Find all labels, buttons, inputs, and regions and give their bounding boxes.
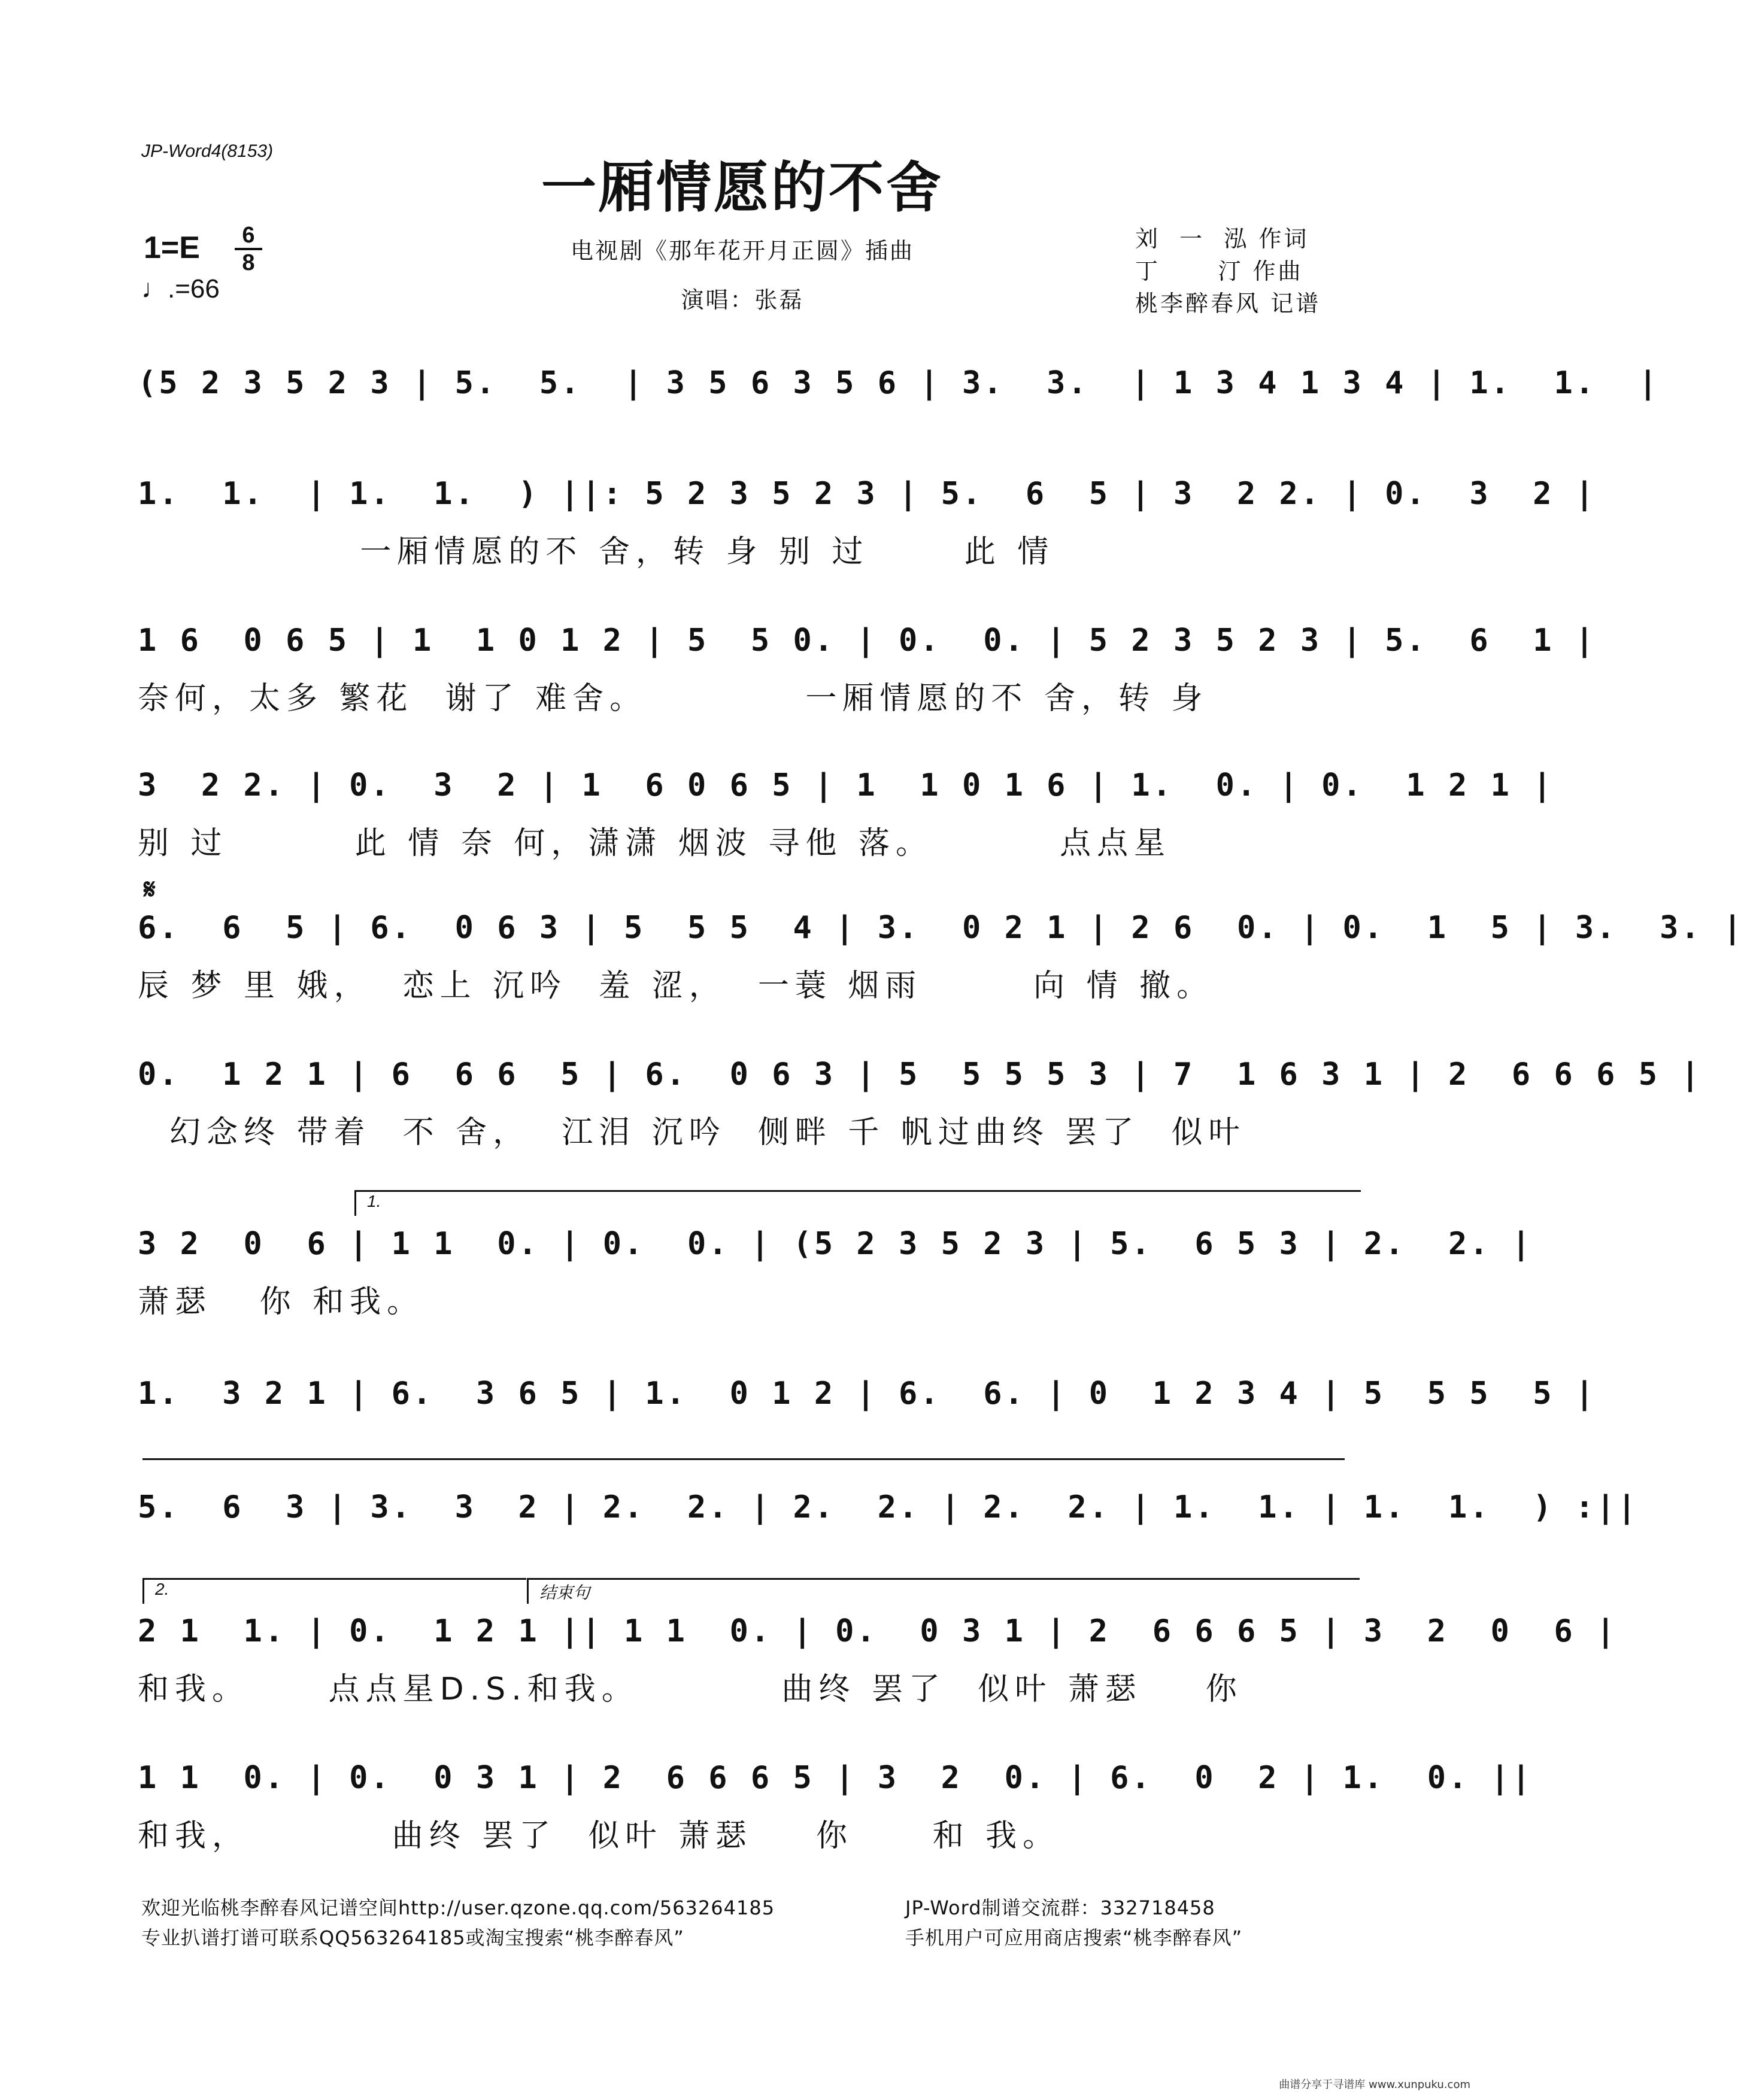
footer-line1-left: 欢迎光临桃李醉春风记谱空间http://user.qzone.qq.com/563264185 [141,1896,775,1919]
key-signature: 1=E [144,230,200,265]
time-signature-bottom: 8 [242,250,255,275]
lyrics: 和我， 曲终 罢了 似叶 萧瑟 你 和 我。 [138,1818,1060,1854]
time-signature [235,224,262,274]
notes: 0. 1 2 1 | 6 6 6 5 | 6. 0 6 3 | 5 5 5 5 3 | 7 1 6 3 1 | 2 6 6 6 5 | [138,1057,1702,1093]
notes: (5 2 3 5 2 3 | 5. 5. | 3 5 6 3 5 6 | 3. 3. | 1 3 4 1 3 4 | 1. 1. | [138,365,1660,401]
credits [1135,223,1321,320]
notes: 1. 3 2 1 | 6. 3 6 5 | 1. 0 1 2 | 6. 6. | 0 1 2 3 4 | 5 5 5 5 | [138,1376,1597,1412]
volta-1-continuation [142,1458,1345,1460]
ending-label: 结束句 [527,1578,1360,1604]
segno-sign: 𝄋 [144,873,156,905]
lyrics: 萧瑟 你 和我。 [138,1284,424,1320]
song-title: 一厢情愿的不舍 [541,155,944,220]
watermark: 曲谱分享于寻谱库 www.xunpuku.com [1279,2078,1470,2091]
app-id: JP-Word4(8153) [141,141,274,161]
time-signature-top: 6 [242,223,255,248]
footer-line2-left: 专业扒谱打谱可联系QQ563264185或淘宝搜索“桃李醉春风” [141,1926,684,1949]
tempo: ♩.=66 [141,274,220,304]
volta-1: 1. [354,1190,1361,1216]
notes: 1 1 0. | 0. 0 3 1 | 2 6 6 6 5 | 3 2 0. | 6. 0 2 | 1. 0. || [138,1760,1533,1796]
notes: 6. 6 5 | 6. 0 6 3 | 5 5 5 4 | 3. 0 2 1 | 2 6 0. | 0. 1 5 | 3. 3. | [138,910,1744,946]
notes: 3 2 0 6 | 1 1 0. | 0. 0. | (5 2 3 5 2 3 | 5. 6 5 3 | 2. 2. | [138,1226,1533,1262]
volta-2: 2. [142,1578,526,1604]
lyrics: 一厢情愿的不 舍，转 身 别 过 此 情 [138,534,1055,570]
notes: 1. 1. | 1. 1. ) ||: 5 2 3 5 2 3 | 5. 6 5 | 3 2 2. | 0. 3 2 | [138,476,1597,512]
notes: 3 2 2. | 0. 3 2 | 1 6 0 6 5 | 1 1 0 1 6 | 1. 0. | 0. 1 2 1 | [138,767,1554,803]
subtitle: 电视剧《那年花开月正圆》插曲 [570,238,914,264]
footer-line2-right: 手机用户可应用商店搜索“桃李醉春风” [905,1926,1243,1949]
footer-line1-right: JP-Word制谱交流群：332718458 [905,1896,1215,1919]
lyrics: 和我。 点点星D.S.和我。 曲终 罢了 似叶 萧瑟 你 [138,1671,1243,1707]
lyricist: 刘 一 泓 作词 [1135,226,1309,252]
lyrics: 奈何，太多 繁花 谢了 难舍。 一厢情愿的不 舍，转 身 [138,681,1209,717]
composer: 丁 汀 作曲 [1135,258,1303,284]
lyrics: 辰 梦 里 娥， 恋上 沉吟 羞 涩， 一蓑 烟雨 向 情 撤。 [138,968,1214,1004]
notes: 2 1 1. | 0. 1 2 1 || 1 1 0. | 0. 0 3 1 | 2 6 6 6 5 | 3 2 0 6 | [138,1613,1618,1649]
notes: 1 6 0 6 5 | 1 1 0 1 2 | 5 5 0. | 0. 0. | 5 2 3 5 2 3 | 5. 6 1 | [138,623,1597,658]
lyrics: 别 过 此 情 奈 何，潇潇 烟波 寻他 落。 点点星 [138,826,1172,861]
singer: 演唱：张磊 [681,287,804,313]
transcriber: 桃李醉春风 记谱 [1135,290,1321,317]
notes: 5. 6 3 | 3. 3 2 | 2. 2. | 2. 2. | 2. 2. | 1. 1. | 1. 1. ) :|| [138,1489,1639,1525]
lyrics: 幻念终 带着 不 舍， 江泪 沉吟 侧畔 千 帆过曲终 罢了 似叶 [138,1115,1246,1151]
